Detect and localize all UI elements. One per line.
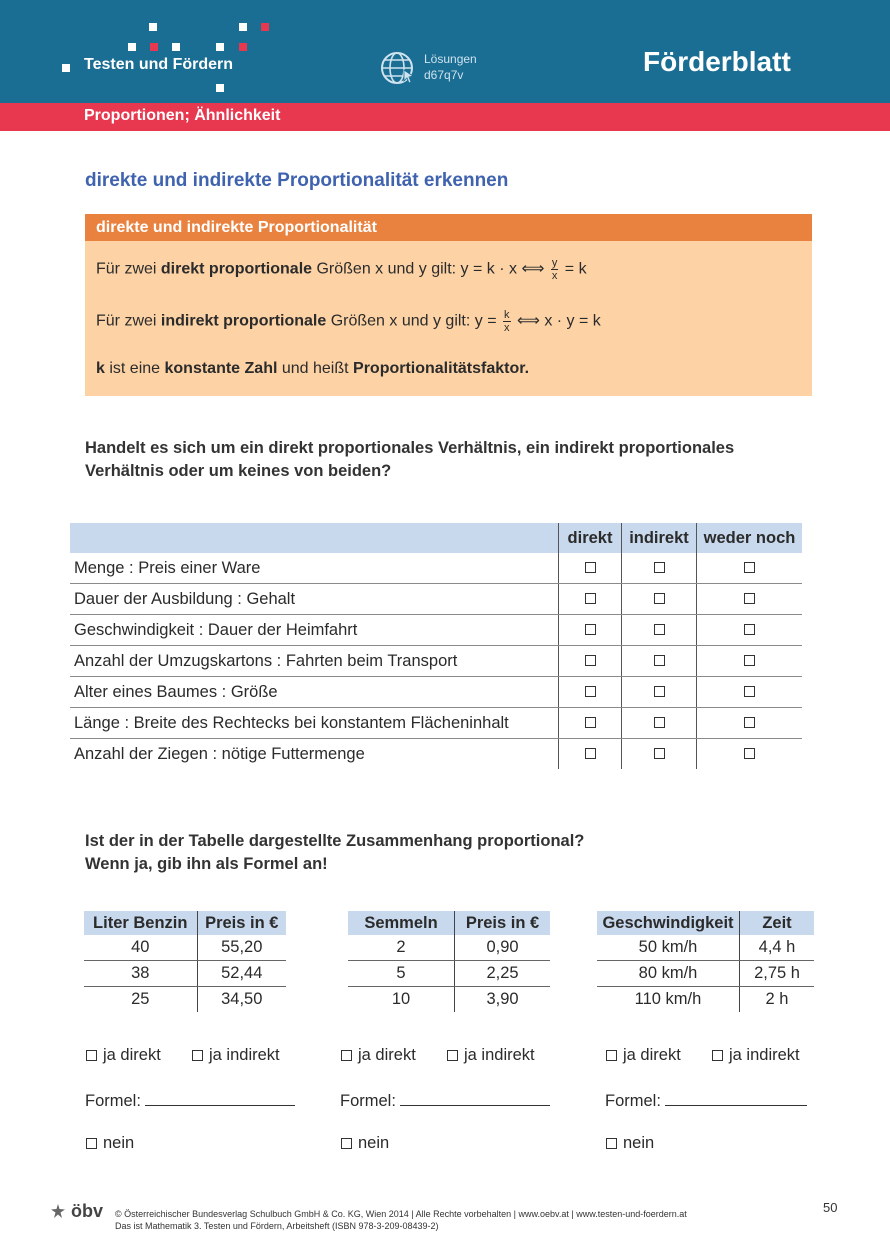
table-header-row — [70, 523, 802, 553]
checkbox-icon[interactable] — [744, 624, 755, 635]
option-label: nein — [358, 1134, 390, 1152]
row-label: Länge : Breite des Rechtecks bei konstantem Flächeninhalt — [70, 708, 559, 739]
row-label: Geschwindigkeit : Dauer der Heimfahrt — [70, 615, 559, 646]
table-header: Liter Benzin — [84, 911, 197, 935]
option-label: ja indirekt — [464, 1046, 535, 1064]
option-label: ja indirekt — [729, 1046, 800, 1064]
rule-text: = k — [560, 260, 587, 278]
fraction — [551, 257, 559, 282]
semmeln-table — [348, 911, 550, 1012]
indirekt-checkbox[interactable] — [622, 708, 697, 739]
logo-square — [150, 43, 158, 51]
checkbox-icon[interactable] — [654, 562, 665, 573]
column-indirekt: indirekt — [622, 523, 697, 553]
solutions-code: d67q7v — [424, 68, 464, 82]
benzin-table — [84, 911, 286, 1012]
classification-table — [70, 523, 802, 769]
table-cell: 80 km/h — [597, 961, 740, 987]
brand-name: Testen und Fördern — [84, 56, 234, 73]
table-cell: 34,50 — [221, 990, 263, 1008]
logo-square — [261, 23, 269, 31]
checkbox-icon[interactable] — [585, 562, 596, 573]
info-box-heading: direkte und indirekte Proportionalität — [85, 214, 812, 241]
footer-copyright — [115, 1208, 687, 1232]
logo-square — [239, 43, 247, 51]
table-row — [597, 961, 814, 987]
row-label: Anzahl der Ziegen : nötige Futtermenge — [70, 739, 559, 770]
table-header: Preis in € — [197, 911, 286, 935]
table-row — [70, 677, 802, 708]
direkt-checkbox[interactable] — [559, 584, 622, 615]
checkbox-icon[interactable] — [744, 562, 755, 573]
weder-noch-checkbox[interactable] — [697, 615, 803, 646]
option-ja-indirekt[interactable] — [712, 1046, 800, 1065]
solutions-label: Lösungen — [424, 52, 477, 66]
footer-line: Das ist Mathematik 3. Testen und Fördern, Arbeitsheft (ISBN 978-3-209-08439-2) — [115, 1221, 439, 1231]
table-cell: 3,90 — [486, 990, 519, 1008]
checkbox-icon[interactable] — [585, 686, 596, 697]
question-line: Handelt es sich um ein direkt proportionales Verhältnis, ein indirekt proportionales — [85, 439, 735, 457]
rule-bold: indirekt proportionale — [160, 312, 327, 330]
option-label: nein — [623, 1134, 655, 1152]
indirekt-checkbox[interactable] — [622, 553, 697, 584]
direkt-checkbox[interactable] — [559, 677, 622, 708]
table-row — [597, 935, 814, 961]
weder-noch-checkbox[interactable] — [697, 677, 803, 708]
indirekt-checkbox[interactable] — [622, 739, 697, 770]
logo-square — [62, 64, 70, 72]
table-row — [70, 646, 802, 677]
option-ja-indirekt[interactable] — [192, 1046, 280, 1065]
table-row — [348, 987, 550, 1013]
option-nein[interactable] — [86, 1134, 134, 1153]
question-line: Verhältnis oder um keines von beiden? — [85, 462, 392, 480]
formula-label: Formel: — [605, 1092, 661, 1110]
table-cell: 52,44 — [197, 961, 286, 987]
row-label: Menge : Preis einer Ware — [70, 553, 559, 584]
logo-square — [239, 23, 247, 31]
checkbox-icon[interactable] — [192, 1050, 203, 1061]
checkbox-icon[interactable] — [585, 717, 596, 728]
table-header: Preis in € — [455, 911, 551, 935]
question-line: Ist der in der Tabelle dargestellte Zusammenhang proportional? — [85, 832, 585, 850]
row-label: Dauer der Ausbildung : Gehalt — [70, 584, 559, 615]
topic-bar — [0, 103, 890, 131]
fraction — [503, 309, 511, 334]
table-header: Geschwindigkeit — [597, 911, 740, 935]
checkbox-icon[interactable] — [654, 686, 665, 697]
checkbox-icon[interactable] — [447, 1050, 458, 1061]
table-cell: 110 km/h — [597, 987, 740, 1013]
globe-icon[interactable] — [380, 50, 416, 86]
denominator: x — [551, 270, 558, 282]
publisher-logo — [50, 1201, 103, 1222]
table-cell: 50 km/h — [597, 935, 740, 961]
table-cell: 2,25 — [455, 961, 551, 987]
direct-proportion-rule — [96, 257, 587, 282]
checkbox-icon[interactable] — [86, 1138, 97, 1149]
rule-bold: direkt proportionale — [160, 260, 313, 278]
checkbox-icon[interactable] — [744, 717, 755, 728]
checkbox-icon[interactable] — [654, 593, 665, 604]
checkbox-icon[interactable] — [585, 655, 596, 666]
option-label: ja direkt — [623, 1046, 681, 1064]
table-row — [597, 987, 814, 1013]
def-bold: konstante Zahl — [164, 360, 278, 377]
formula-answer-line[interactable] — [145, 1091, 295, 1106]
weder-noch-checkbox[interactable] — [697, 739, 803, 770]
checkbox-icon[interactable] — [712, 1050, 723, 1061]
option-label: ja indirekt — [209, 1046, 280, 1064]
table-cell: 0,90 — [455, 935, 551, 961]
rule-text: Für zwei — [96, 312, 161, 330]
table-cell: 2 h — [765, 990, 789, 1008]
question-2 — [85, 830, 584, 876]
numerator: y — [551, 257, 558, 269]
table-cell: 2 — [348, 935, 455, 961]
option-ja-direkt[interactable] — [86, 1046, 161, 1065]
constant-definition — [96, 360, 529, 378]
checkbox-icon[interactable] — [341, 1050, 352, 1061]
table-cell: 4,4 h — [740, 935, 815, 961]
option-ja-direkt[interactable] — [341, 1046, 416, 1065]
table-cell: 5 — [348, 961, 455, 987]
table-row — [84, 987, 286, 1013]
def-bold: Proportionalitätsfaktor. — [353, 360, 530, 377]
table-row — [70, 708, 802, 739]
table-cell: 40 — [84, 935, 197, 961]
def-bold: k — [96, 360, 105, 377]
checkbox-icon[interactable] — [654, 748, 665, 759]
checkbox-icon[interactable] — [341, 1138, 352, 1149]
logo-square — [172, 43, 180, 51]
checkbox-icon[interactable] — [585, 748, 596, 759]
formula-field[interactable] — [85, 1091, 295, 1111]
direkt-checkbox[interactable] — [559, 739, 622, 770]
weder-noch-checkbox[interactable] — [697, 708, 803, 739]
logo-square — [216, 43, 224, 51]
option-ja-direkt[interactable] — [606, 1046, 681, 1065]
table-header: Semmeln — [348, 911, 455, 935]
checkbox-icon[interactable] — [744, 686, 755, 697]
rule-text: ⟺ x · y = k — [512, 312, 601, 330]
table-row — [348, 935, 550, 961]
option-label: ja direkt — [103, 1046, 161, 1064]
page-number: 50 — [823, 1200, 838, 1215]
checkbox-icon[interactable] — [585, 593, 596, 604]
checkbox-icon[interactable] — [744, 593, 755, 604]
sheet-type: Förderblatt — [643, 46, 791, 77]
topic-title: Proportionen; Ähnlichkeit — [84, 107, 281, 124]
table-row — [348, 961, 550, 987]
checkbox-icon[interactable] — [654, 624, 665, 635]
option-nein[interactable] — [341, 1134, 389, 1153]
star-icon — [50, 1203, 66, 1219]
checkbox-icon[interactable] — [744, 655, 755, 666]
formula-answer-line[interactable] — [400, 1091, 550, 1106]
indirect-proportion-rule — [96, 309, 601, 334]
denominator: x — [504, 322, 510, 334]
rule-text: Größen x und y gilt: y = — [326, 312, 501, 330]
row-label: Alter eines Baumes : Größe — [70, 677, 559, 708]
checkbox-icon[interactable] — [606, 1050, 617, 1061]
question-1 — [85, 437, 734, 483]
header-banner — [0, 0, 890, 103]
rule-text: Größen x und y gilt: y = k · x ⟺ — [312, 260, 549, 278]
direkt-checkbox[interactable] — [559, 646, 622, 677]
direkt-checkbox[interactable] — [559, 708, 622, 739]
formula-field[interactable] — [605, 1091, 807, 1111]
table-row — [70, 615, 802, 646]
direkt-checkbox[interactable] — [559, 553, 622, 584]
footer-line: © Österreichischer Bundesverlag Schulbuch GmbH & Co. KG, Wien 2014 | Alle Rechte vorbehalten | www.oebv.at | www.testen-und-foerdern.at — [115, 1209, 687, 1219]
solutions-link[interactable] — [424, 51, 477, 83]
numerator: k — [504, 309, 510, 321]
checkbox-icon[interactable] — [585, 624, 596, 635]
row-label: Anzahl der Umzugskartons : Fahrten beim Transport — [70, 646, 559, 677]
table-row — [70, 584, 802, 615]
logo-square — [128, 43, 136, 51]
formula-label: Formel: — [340, 1092, 396, 1110]
table-cell: 2,75 h — [740, 961, 815, 987]
table-row — [84, 961, 286, 987]
checkbox-icon[interactable] — [86, 1050, 97, 1061]
weder-noch-checkbox[interactable] — [697, 584, 803, 615]
logo-square — [149, 23, 157, 31]
weder-noch-checkbox[interactable] — [697, 646, 803, 677]
header-blank — [70, 523, 559, 553]
geschwindigkeit-table — [597, 911, 814, 1012]
formula-answer-line[interactable] — [665, 1091, 807, 1106]
checkbox-icon[interactable] — [654, 717, 665, 728]
section-title: direkte und indirekte Proportionalität erkennen — [85, 170, 509, 191]
table-row — [70, 553, 802, 584]
table-cell: 38 — [84, 961, 197, 987]
indirekt-checkbox[interactable] — [622, 615, 697, 646]
column-direkt: direkt — [559, 523, 622, 553]
checkbox-icon[interactable] — [744, 748, 755, 759]
option-label: ja direkt — [358, 1046, 416, 1064]
checkbox-icon[interactable] — [606, 1138, 617, 1149]
table-cell: 10 — [348, 987, 455, 1013]
option-nein[interactable] — [606, 1134, 654, 1153]
weder-noch-checkbox[interactable] — [697, 553, 803, 584]
question-line: Wenn ja, gib ihn als Formel an! — [85, 855, 328, 873]
formula-label: Formel: — [85, 1092, 141, 1110]
table-cell: 55,20 — [197, 935, 286, 961]
def-text: ist eine — [104, 360, 165, 377]
table-cell: 25 — [84, 987, 197, 1013]
checkbox-icon[interactable] — [654, 655, 665, 666]
indirekt-checkbox[interactable] — [622, 677, 697, 708]
formula-field[interactable] — [340, 1091, 550, 1111]
table-row — [84, 935, 286, 961]
column-weder-noch: weder noch — [697, 523, 803, 553]
def-text: und heißt — [277, 360, 354, 377]
option-ja-indirekt[interactable] — [447, 1046, 535, 1065]
direkt-checkbox[interactable] — [559, 615, 622, 646]
logo-square — [216, 84, 224, 92]
rule-text: Für zwei — [96, 260, 161, 278]
indirekt-checkbox[interactable] — [622, 584, 697, 615]
logo-text: öbv — [71, 1201, 104, 1221]
info-box — [85, 214, 812, 396]
table-header: Zeit — [740, 911, 815, 935]
table-row — [70, 739, 802, 770]
option-label: nein — [103, 1134, 135, 1152]
indirekt-checkbox[interactable] — [622, 646, 697, 677]
